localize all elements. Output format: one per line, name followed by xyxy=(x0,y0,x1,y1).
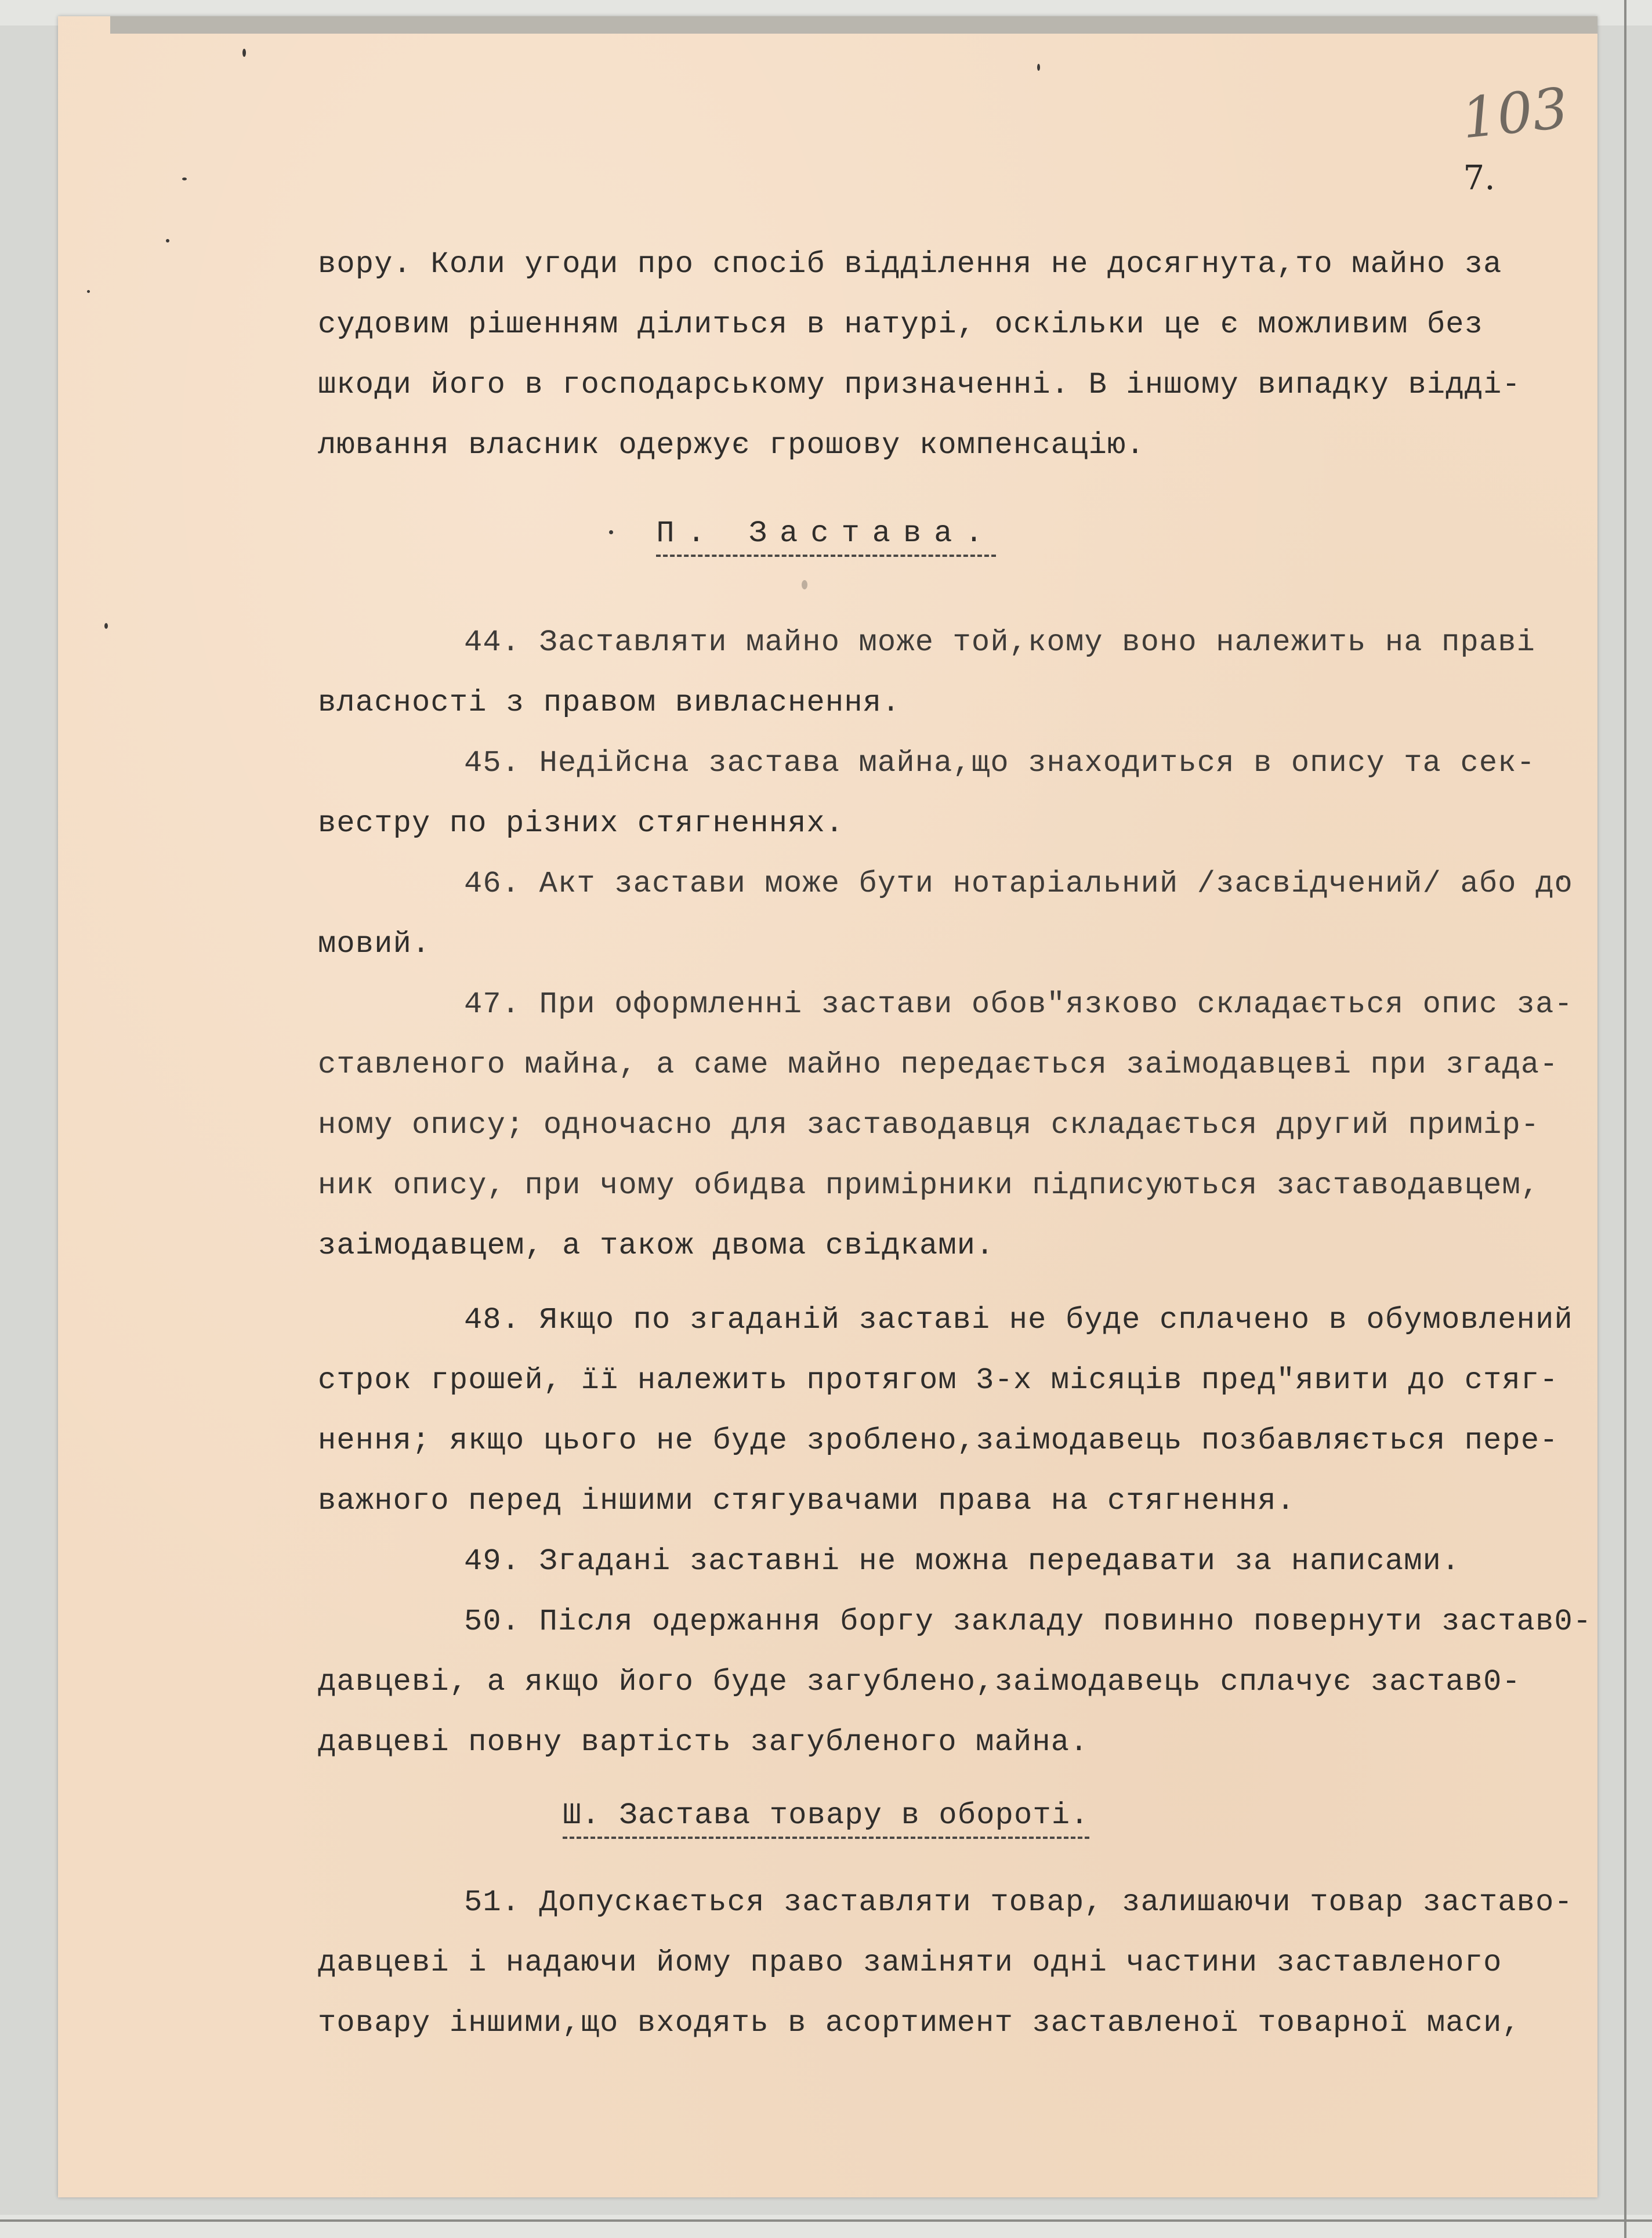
text-line: 45. Недійсна застава майна,що знаходиться в опису та сек- xyxy=(464,746,1536,780)
text-line: важного перед іншими стягувачами права на стягнення. xyxy=(318,1484,1296,1518)
text-line: давцеві, а якщо його буде загублено,заімодавець сплачує застав0- xyxy=(318,1665,1521,1699)
text-line: лювання власник одержує грошову компенсацію. xyxy=(318,428,1145,462)
paper-speck xyxy=(1037,64,1040,71)
text-line: 49. Згадані заставні не можна передавати за написами. xyxy=(464,1544,1461,1578)
text-line: 50. Після одержання боргу закладу повинно повернути застав0- xyxy=(464,1605,1592,1639)
text-line: товару іншими,що входять в асортимент заставленої товарної маси, xyxy=(318,2006,1521,2040)
scan-frame-bottom xyxy=(0,2219,1652,2222)
section-heading-2 xyxy=(0,510,1652,557)
text-line: 46. Акт застави може бути нотаріальний /засвідчений/ або до xyxy=(464,867,1573,901)
text-line: вестру по різних стягненнях. xyxy=(318,806,845,841)
paper-speck xyxy=(104,623,108,629)
paper-speck xyxy=(802,580,807,589)
text-line: шкоди його в господарському призначенні. В іншому випадку відді- xyxy=(318,368,1521,402)
text-line: давцеві і надаючи йому право заміняти одні частини заставленого xyxy=(318,1946,1502,1980)
section-heading-3 xyxy=(0,1792,1652,1839)
sheet-top-shadow xyxy=(110,16,1597,34)
text-line: мовий. xyxy=(318,927,431,961)
section-title: Ш. Застава товару в обороті. xyxy=(563,1797,1089,1839)
section-title: П. Застава. xyxy=(656,515,995,557)
text-line: вору. Коли угоди про спосіб відділення не досягнута,то майно за xyxy=(318,247,1502,281)
text-line: 47. При оформленні застави обов"язково складається опис за- xyxy=(464,987,1573,1022)
text-line: строк грошей, її належить протягом 3-х місяців пред"явити до стяг- xyxy=(318,1363,1559,1397)
text-line: 44. Заставляти майно може той,кому воно належить на праві xyxy=(464,625,1536,660)
text-line: 51. Допускається заставляти товар, залишаючи товар заставо- xyxy=(464,1885,1573,1920)
paper-speck xyxy=(182,178,187,180)
folio-number: 103 xyxy=(1458,75,1571,151)
text-line: 48. Якщо по згаданій заставі не буде сплачено в обумовлений xyxy=(464,1303,1573,1337)
paper-speck xyxy=(242,49,246,57)
text-line: власності з правом вивласнення. xyxy=(318,686,901,720)
page-number: 7. xyxy=(1463,158,1495,197)
text-line: ному опису; одночасно для заставодавця складається другий примір- xyxy=(318,1108,1540,1142)
paper-speck xyxy=(87,290,90,293)
text-line: ник опису, при чому обидва примірники підписуються заставодавцем, xyxy=(318,1168,1540,1203)
scan-margin-bottom xyxy=(0,2215,1652,2238)
text-line: судовим рішенням ділиться в натурі, оскільки це є можливим без xyxy=(318,307,1484,342)
text-line: давцеві повну вартість загубленого майна. xyxy=(318,1725,1089,1759)
text-line: ставленого майна, а саме майно передається заімодавцеві при згада- xyxy=(318,1048,1559,1082)
text-line: заімодавцем, а також двома свідками. xyxy=(318,1229,995,1263)
paper-speck xyxy=(166,239,169,242)
text-line: нення; якщо цього не буде зроблено,заімодавець позбавляється пере- xyxy=(318,1424,1559,1458)
